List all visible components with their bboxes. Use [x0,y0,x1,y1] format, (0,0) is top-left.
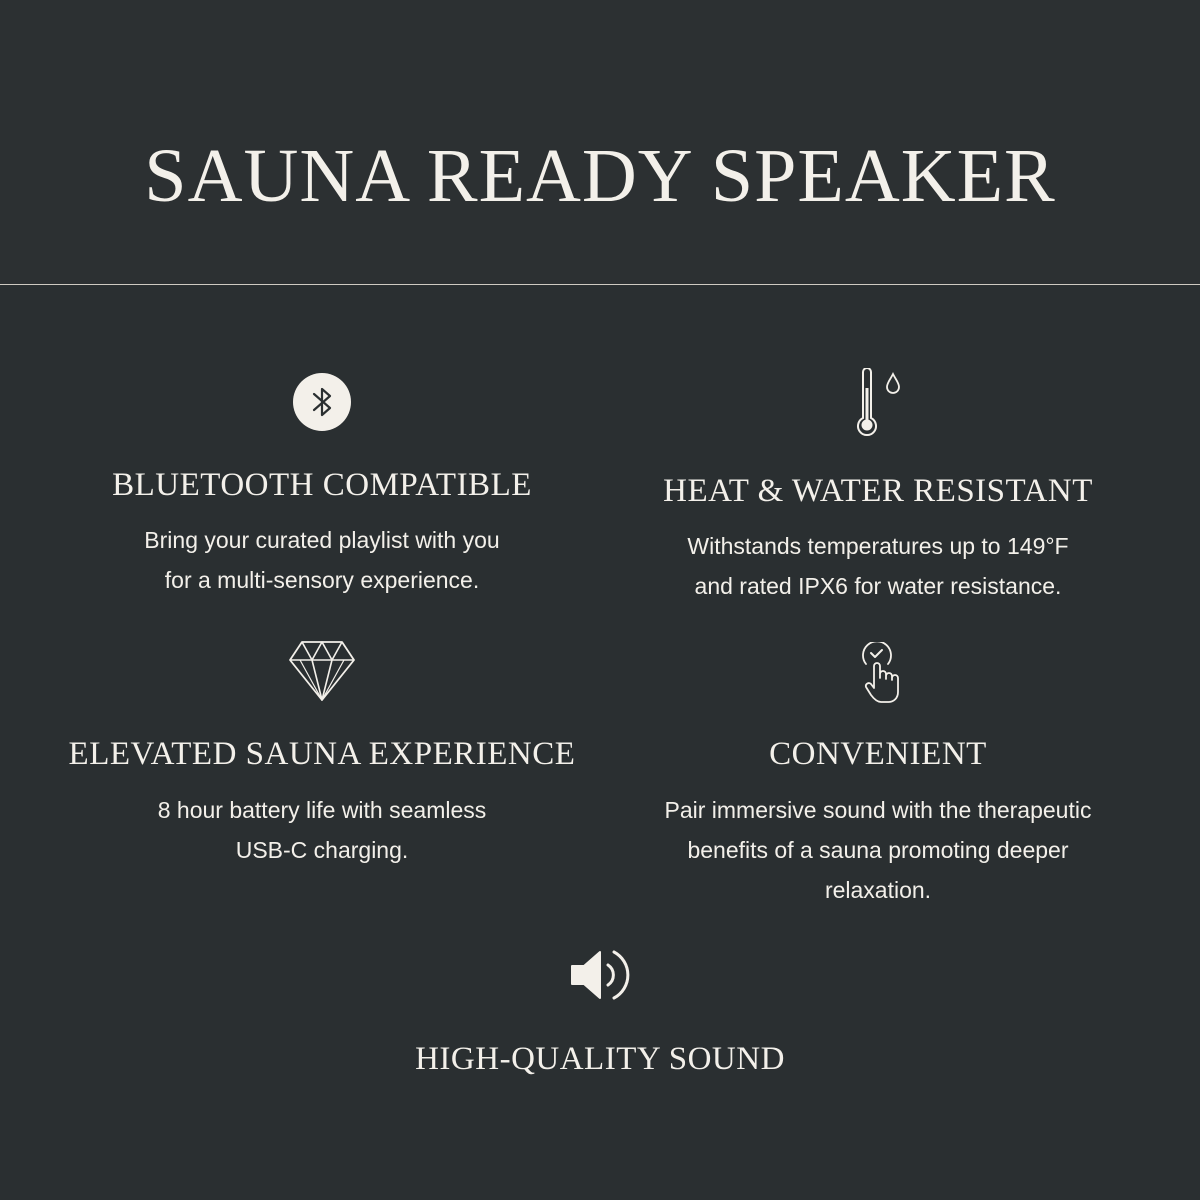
feature-description-line: benefits of a sauna promoting deeper [687,837,1069,863]
feature-title: BLUETOOTH COMPATIBLE [112,467,532,503]
feature-description-line: relaxation. [824,877,932,903]
feature-bluetooth [42,372,602,612]
feature-description-line: Pair immersive sound with the therapeutic [664,797,1092,823]
page-title: SAUNA READY SPEAKER [144,134,1056,218]
title-area [0,0,1200,284]
feature-description-line: for a multi-sensory experience. [164,567,480,593]
feature-description [42,520,602,600]
speaker-icon [568,946,632,1004]
feature-description-line: Bring your curated playlist with you [144,527,500,553]
feature-description [598,790,1158,910]
feature-title: HEAT & WATER RESISTANT [663,473,1093,509]
feature-title: ELEVATED SAUNA EXPERIENCE [68,736,576,772]
feature-title: CONVENIENT [769,736,987,772]
feature-high-quality-sound [320,946,880,1086]
feature-heat-water [598,368,1158,608]
thermometer-water-icon [850,368,906,438]
feature-title: HIGH-QUALITY SOUND [415,1041,785,1077]
feature-description-line: 8 hour battery life with seamless [157,797,487,823]
feature-description [42,790,602,870]
touch-check-icon [854,642,902,704]
feature-description-line: and rated IPX6 for water resistance. [694,573,1062,599]
feature-description-line: USB-C charging. [235,837,409,863]
header-divider [0,284,1200,285]
feature-description-line: Withstands temperatures up to 149°F [687,533,1069,559]
feature-description [598,526,1158,606]
feature-convenient [598,642,1158,922]
bluetooth-icon [292,372,352,432]
diamond-icon [288,640,356,702]
feature-elevated-experience [42,640,602,880]
